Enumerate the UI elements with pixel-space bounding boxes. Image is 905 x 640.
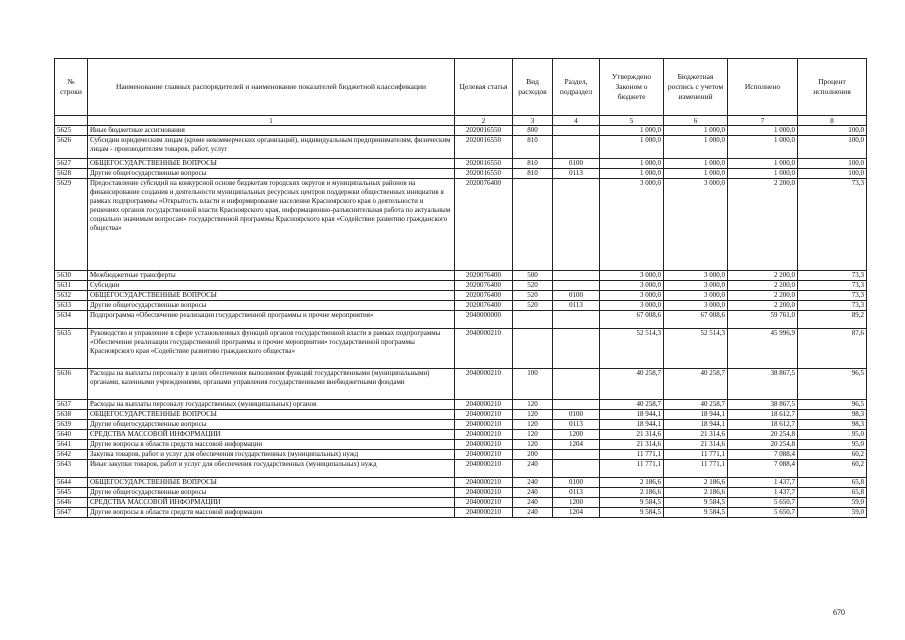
- row-number-cell: 5631: [55, 281, 88, 291]
- percent-cell: 73,3: [798, 301, 867, 311]
- approved-amount-cell: 11 771,1: [600, 450, 664, 460]
- target-article-cell: 2040000210: [455, 450, 513, 460]
- target-article-cell: 2020076400: [455, 271, 513, 281]
- row-number-cell: 5641: [55, 440, 88, 450]
- table-row: [55, 301, 867, 311]
- table-row: [55, 488, 867, 498]
- approved-amount-cell: 1 000,0: [600, 169, 664, 179]
- table-row: [55, 271, 867, 281]
- section-cell: [553, 281, 600, 291]
- row-name-cell: ОБЩЕГОСУДАРСТВЕННЫЕ ВОПРОСЫ: [88, 159, 455, 169]
- target-article-cell: 2020076400: [455, 301, 513, 311]
- table-row: [55, 400, 867, 410]
- row-number-cell: 5626: [55, 136, 88, 159]
- page-number: 670: [833, 608, 845, 617]
- executed-amount-cell: 38 867,5: [728, 400, 798, 410]
- section-cell: [553, 329, 600, 369]
- expense-type-cell: 120: [513, 420, 553, 430]
- executed-amount-cell: 45 996,9: [728, 329, 798, 369]
- executed-amount-cell: 1 000,0: [728, 126, 798, 136]
- row-name-cell: Другие общегосударственные вопросы: [88, 420, 455, 430]
- percent-cell: 89,2: [798, 311, 867, 329]
- column-number: 3: [513, 116, 553, 126]
- row-number-cell: 5634: [55, 311, 88, 329]
- schedule-amount-cell: 18 944,1: [664, 410, 728, 420]
- section-cell: 0100: [553, 159, 600, 169]
- section-cell: 1204: [553, 508, 600, 518]
- expense-type-header: Вид расходов: [513, 59, 553, 116]
- executed-amount-cell: 1 000,0: [728, 159, 798, 169]
- expense-type-cell: 200: [513, 450, 553, 460]
- target-article-cell: 2020016550: [455, 136, 513, 159]
- target-article-cell: 2020076400: [455, 281, 513, 291]
- target-article-cell: 2040000210: [455, 498, 513, 508]
- percent-cell: 73,3: [798, 271, 867, 281]
- budget-execution-table: [54, 58, 867, 518]
- approved-amount-cell: 1 000,0: [600, 136, 664, 159]
- schedule-amount-cell: 9 584,5: [664, 498, 728, 508]
- approved-amount-cell: 3 000,0: [600, 179, 664, 271]
- expense-type-cell: 120: [513, 410, 553, 420]
- section-cell: 0100: [553, 291, 600, 301]
- section-cell: [553, 126, 600, 136]
- row-number-cell: 5640: [55, 430, 88, 440]
- percent-cell: 73,3: [798, 281, 867, 291]
- executed-amount-cell: 7 088,4: [728, 450, 798, 460]
- expense-type-cell: [513, 179, 553, 271]
- executed-amount-cell: 1 000,0: [728, 136, 798, 159]
- expense-type-cell: 520: [513, 291, 553, 301]
- percent-cell: 100,0: [798, 126, 867, 136]
- percent-cell: 98,3: [798, 410, 867, 420]
- table-row: [55, 410, 867, 420]
- executed-amount-cell: 2 200,0: [728, 271, 798, 281]
- executed-header: Исполнено: [728, 59, 798, 116]
- executed-amount-cell: 38 867,5: [728, 369, 798, 400]
- approved-amount-cell: 3 000,0: [600, 301, 664, 311]
- row-number-cell: 5627: [55, 159, 88, 169]
- schedule-amount-cell: 1 000,0: [664, 169, 728, 179]
- column-number: [55, 116, 88, 126]
- approved-amount-cell: 3 000,0: [600, 291, 664, 301]
- executed-amount-cell: 1 000,0: [728, 169, 798, 179]
- section-cell: 0113: [553, 301, 600, 311]
- executed-amount-cell: 5 650,7: [728, 508, 798, 518]
- executed-amount-cell: 2 200,0: [728, 179, 798, 271]
- approved-amount-cell: 11 771,1: [600, 460, 664, 478]
- target-article-header: Целевая статья: [455, 59, 513, 116]
- schedule-amount-cell: 3 000,0: [664, 291, 728, 301]
- row-name-cell: Иные бюджетные ассигнования: [88, 126, 455, 136]
- row-number-cell: 5628: [55, 169, 88, 179]
- percent-cell: 60,2: [798, 450, 867, 460]
- expense-type-cell: 240: [513, 478, 553, 488]
- row-number-cell: 5630: [55, 271, 88, 281]
- schedule-amount-cell: 9 584,5: [664, 508, 728, 518]
- percent-cell: 100,0: [798, 159, 867, 169]
- expense-type-cell: 120: [513, 400, 553, 410]
- executed-amount-cell: 1 437,7: [728, 478, 798, 488]
- target-article-cell: 2040000210: [455, 329, 513, 369]
- approved-amount-cell: 18 944,1: [600, 420, 664, 430]
- approved-amount-cell: 52 514,3: [600, 329, 664, 369]
- row-number-cell: 5629: [55, 179, 88, 271]
- row-name-cell: Межбюджетные трансферты: [88, 271, 455, 281]
- row-number-cell: 5639: [55, 420, 88, 430]
- approved-amount-cell: 3 000,0: [600, 271, 664, 281]
- row-number-cell: 5644: [55, 478, 88, 488]
- expense-type-cell: 240: [513, 460, 553, 478]
- target-article-cell: 2040000210: [455, 430, 513, 440]
- target-article-cell: 2020016550: [455, 169, 513, 179]
- row-name-cell: Расходы на выплаты персоналу государственных (муниципальных) органов: [88, 400, 455, 410]
- table-row: [55, 420, 867, 430]
- section-header: Раздел, подраздел: [553, 59, 600, 116]
- table-row: [55, 159, 867, 169]
- schedule-amount-cell: 52 514,3: [664, 329, 728, 369]
- percent-cell: 95,0: [798, 440, 867, 450]
- approved-amount-cell: 2 186,6: [600, 488, 664, 498]
- percent-cell: 100,0: [798, 169, 867, 179]
- row-number-cell: 5643: [55, 460, 88, 478]
- schedule-amount-cell: 3 000,0: [664, 301, 728, 311]
- table-row: [55, 508, 867, 518]
- approved-amount-cell: 2 186,6: [600, 478, 664, 488]
- row-name-cell: Расходы на выплаты персоналу в целях обеспечения выполнения функций государственными (муниципальными) органами, казенными учреждениями, органами управления государственными внебюджетными фондами: [88, 369, 455, 400]
- approved-amount-cell: 1 000,0: [600, 126, 664, 136]
- table-row: [55, 126, 867, 136]
- percent-cell: 96,5: [798, 369, 867, 400]
- name-header: Наименование главных распорядителей и наименование показателей бюджетной классификации: [88, 59, 455, 116]
- column-number: 4: [553, 116, 600, 126]
- row-number-header: № строки: [55, 59, 88, 116]
- target-article-cell: 2020076400: [455, 291, 513, 301]
- section-cell: [553, 136, 600, 159]
- row-number-cell: 5646: [55, 498, 88, 508]
- row-number-cell: 5632: [55, 291, 88, 301]
- table-row: [55, 169, 867, 179]
- executed-amount-cell: 5 650,7: [728, 498, 798, 508]
- expense-type-cell: [513, 311, 553, 329]
- executed-amount-cell: 1 437,7: [728, 488, 798, 498]
- row-number-cell: 5636: [55, 369, 88, 400]
- expense-type-cell: 240: [513, 488, 553, 498]
- target-article-cell: 2040000210: [455, 440, 513, 450]
- target-article-cell: 2040000210: [455, 400, 513, 410]
- schedule-amount-cell: 21 314,6: [664, 430, 728, 440]
- row-name-cell: ОБЩЕГОСУДАРСТВЕННЫЕ ВОПРОСЫ: [88, 291, 455, 301]
- executed-amount-cell: 2 200,0: [728, 281, 798, 291]
- row-number-cell: 5638: [55, 410, 88, 420]
- expense-type-cell: 500: [513, 271, 553, 281]
- executed-amount-cell: 59 761,0: [728, 311, 798, 329]
- expense-type-cell: 100: [513, 369, 553, 400]
- expense-type-cell: 520: [513, 281, 553, 291]
- target-article-cell: 2020016550: [455, 159, 513, 169]
- percent-cell: 59,0: [798, 498, 867, 508]
- approved-amount-cell: 40 258,7: [600, 369, 664, 400]
- schedule-amount-cell: 3 000,0: [664, 179, 728, 271]
- executed-amount-cell: 20 254,8: [728, 430, 798, 440]
- row-name-cell: Другие вопросы в области средств массовой информации: [88, 508, 455, 518]
- schedule-amount-cell: 67 008,6: [664, 311, 728, 329]
- percent-cell: 60,2: [798, 460, 867, 478]
- expense-type-cell: 240: [513, 508, 553, 518]
- section-cell: 0100: [553, 478, 600, 488]
- target-article-cell: 2020076400: [455, 179, 513, 271]
- executed-amount-cell: 20 254,8: [728, 440, 798, 450]
- schedule-amount-cell: 2 186,6: [664, 478, 728, 488]
- section-cell: 0113: [553, 169, 600, 179]
- approved-amount-cell: 40 258,7: [600, 400, 664, 410]
- approved-amount-cell: 9 584,5: [600, 508, 664, 518]
- schedule-amount-cell: 3 000,0: [664, 281, 728, 291]
- row-number-cell: 5647: [55, 508, 88, 518]
- schedule-amount-cell: 2 186,6: [664, 488, 728, 498]
- percent-cell: 59,0: [798, 508, 867, 518]
- target-article-cell: 2040000210: [455, 488, 513, 498]
- schedule-amount-cell: 1 000,0: [664, 136, 728, 159]
- target-article-cell: 2040000210: [455, 508, 513, 518]
- expense-type-cell: 520: [513, 301, 553, 311]
- column-number: 8: [798, 116, 867, 126]
- table-row: [55, 179, 867, 271]
- expense-type-cell: 810: [513, 169, 553, 179]
- approved-amount-cell: 3 000,0: [600, 281, 664, 291]
- schedule-amount-cell: 11 771,1: [664, 450, 728, 460]
- row-number-cell: 5633: [55, 301, 88, 311]
- row-name-cell: СРЕДСТВА МАССОВОЙ ИНФОРМАЦИИ: [88, 498, 455, 508]
- schedule-amount-cell: 40 258,7: [664, 400, 728, 410]
- table-row: [55, 329, 867, 369]
- percent-cell: 87,6: [798, 329, 867, 369]
- column-number: 7: [728, 116, 798, 126]
- table-header: [55, 59, 867, 126]
- table-row: [55, 430, 867, 440]
- section-cell: 0113: [553, 420, 600, 430]
- column-number: 6: [664, 116, 728, 126]
- table-row: [55, 478, 867, 488]
- row-name-cell: Другие общегосударственные вопросы: [88, 488, 455, 498]
- target-article-cell: 2020016550: [455, 126, 513, 136]
- table-row: [55, 369, 867, 400]
- row-name-cell: Иные закупки товаров, работ и услуг для обеспечения государственных (муниципальных) нужд: [88, 460, 455, 478]
- approved-amount-cell: 21 314,6: [600, 440, 664, 450]
- row-number-cell: 5635: [55, 329, 88, 369]
- section-cell: [553, 400, 600, 410]
- row-name-cell: Другие вопросы в области средств массовой информации: [88, 440, 455, 450]
- target-article-cell: 2040000210: [455, 369, 513, 400]
- expense-type-cell: 240: [513, 498, 553, 508]
- percent-cell: 65,8: [798, 478, 867, 488]
- schedule-amount-cell: 1 000,0: [664, 159, 728, 169]
- section-cell: [553, 450, 600, 460]
- section-cell: 0100: [553, 410, 600, 420]
- percent-cell: 100,0: [798, 136, 867, 159]
- expense-type-cell: 120: [513, 430, 553, 440]
- schedule-amount-cell: 1 000,0: [664, 126, 728, 136]
- row-number-cell: 5637: [55, 400, 88, 410]
- column-number: 5: [600, 116, 664, 126]
- schedule-amount-cell: 40 258,7: [664, 369, 728, 400]
- table-body: [55, 126, 867, 518]
- approved-amount-cell: 9 584,5: [600, 498, 664, 508]
- section-cell: 1204: [553, 440, 600, 450]
- approved-amount-cell: 18 944,1: [600, 410, 664, 420]
- section-cell: [553, 460, 600, 478]
- target-article-cell: 2040000210: [455, 460, 513, 478]
- row-name-cell: ОБЩЕГОСУДАРСТВЕННЫЕ ВОПРОСЫ: [88, 410, 455, 420]
- row-name-cell: Субсидии юридическим лицам (кроме некоммерческих организаций), индивидуальным предпринимателям, физическим лицам - производителям товаров, работ, услуг: [88, 136, 455, 159]
- target-article-cell: 2040000000: [455, 311, 513, 329]
- row-name-cell: Подпрограмма «Обеспечение реализации государственной программы и прочие мероприятия»: [88, 311, 455, 329]
- executed-amount-cell: 2 200,0: [728, 291, 798, 301]
- section-cell: [553, 179, 600, 271]
- percent-cell: 98,3: [798, 420, 867, 430]
- row-name-cell: Руководство и управление в сфере установленных функций органов государственной власти в рамках подпрограммы «Обеспечение реализации государственной программы и прочие мероприятия» государственной программы Красноярского края «Содействие развитию гражданского общества»: [88, 329, 455, 369]
- schedule-amount-cell: 3 000,0: [664, 271, 728, 281]
- expense-type-cell: 120: [513, 440, 553, 450]
- row-name-cell: Другие общегосударственные вопросы: [88, 301, 455, 311]
- section-cell: 1200: [553, 430, 600, 440]
- target-article-cell: 2040000210: [455, 410, 513, 420]
- row-name-cell: Закупка товаров, работ и услуг для обеспечения государственных (муниципальных) нужд: [88, 450, 455, 460]
- row-number-cell: 5645: [55, 488, 88, 498]
- section-cell: [553, 311, 600, 329]
- table-row: [55, 311, 867, 329]
- target-article-cell: 2040000210: [455, 420, 513, 430]
- column-number: 2: [455, 116, 513, 126]
- table-row: [55, 291, 867, 301]
- row-number-cell: 5625: [55, 126, 88, 136]
- schedule-header: Бюджетная роспись с учетом изменений: [664, 59, 728, 116]
- row-name-cell: ОБЩЕГОСУДАРСТВЕННЫЕ ВОПРОСЫ: [88, 478, 455, 488]
- schedule-amount-cell: 21 314,6: [664, 440, 728, 450]
- target-article-cell: 2040000210: [455, 478, 513, 488]
- row-name-cell: СРЕДСТВА МАССОВОЙ ИНФОРМАЦИИ: [88, 430, 455, 440]
- percent-cell: 95,0: [798, 430, 867, 440]
- table-row: [55, 450, 867, 460]
- approved-amount-cell: 67 008,6: [600, 311, 664, 329]
- table-row: [55, 440, 867, 450]
- section-cell: [553, 369, 600, 400]
- table-row: [55, 281, 867, 291]
- percent-cell: 73,3: [798, 179, 867, 271]
- expense-type-cell: 810: [513, 136, 553, 159]
- section-cell: 0113: [553, 488, 600, 498]
- table-row: [55, 460, 867, 478]
- section-cell: 1200: [553, 498, 600, 508]
- row-name-cell: Субсидии: [88, 281, 455, 291]
- table-row: [55, 136, 867, 159]
- percent-cell: 96,5: [798, 400, 867, 410]
- executed-amount-cell: 18 612,7: [728, 420, 798, 430]
- column-number: 1: [88, 116, 455, 126]
- executed-amount-cell: 2 200,0: [728, 301, 798, 311]
- expense-type-cell: 800: [513, 126, 553, 136]
- approved-header: Утверждено Законом о бюджете: [600, 59, 664, 116]
- expense-type-cell: 810: [513, 159, 553, 169]
- approved-amount-cell: 1 000,0: [600, 159, 664, 169]
- row-name-cell: Другие общегосударственные вопросы: [88, 169, 455, 179]
- schedule-amount-cell: 18 944,1: [664, 420, 728, 430]
- schedule-amount-cell: 11 771,1: [664, 460, 728, 478]
- row-name-cell: Предоставление субсидий на конкурсной основе бюджетам городских округов и муниципальных районов на финансирование создания и деятельности муниципальных ресурсных центров поддержки общественных инициатив в рамках подпрограммы «Открытость власти и информирование населения Красноярского края о деятельности и решениях органов государственной власти Красноярского края, информационно-разъяснительная работа по актуальным социально значимым вопросам» государственной программы Красноярского края «Содействие развитию гражданского общества»: [88, 179, 455, 271]
- percent-header: Процент исполнения: [798, 59, 867, 116]
- executed-amount-cell: 7 088,4: [728, 460, 798, 478]
- row-number-cell: 5642: [55, 450, 88, 460]
- approved-amount-cell: 21 314,6: [600, 430, 664, 440]
- expense-type-cell: [513, 329, 553, 369]
- percent-cell: 65,8: [798, 488, 867, 498]
- section-cell: [553, 271, 600, 281]
- executed-amount-cell: 18 612,7: [728, 410, 798, 420]
- table-row: [55, 498, 867, 508]
- percent-cell: 73,3: [798, 291, 867, 301]
